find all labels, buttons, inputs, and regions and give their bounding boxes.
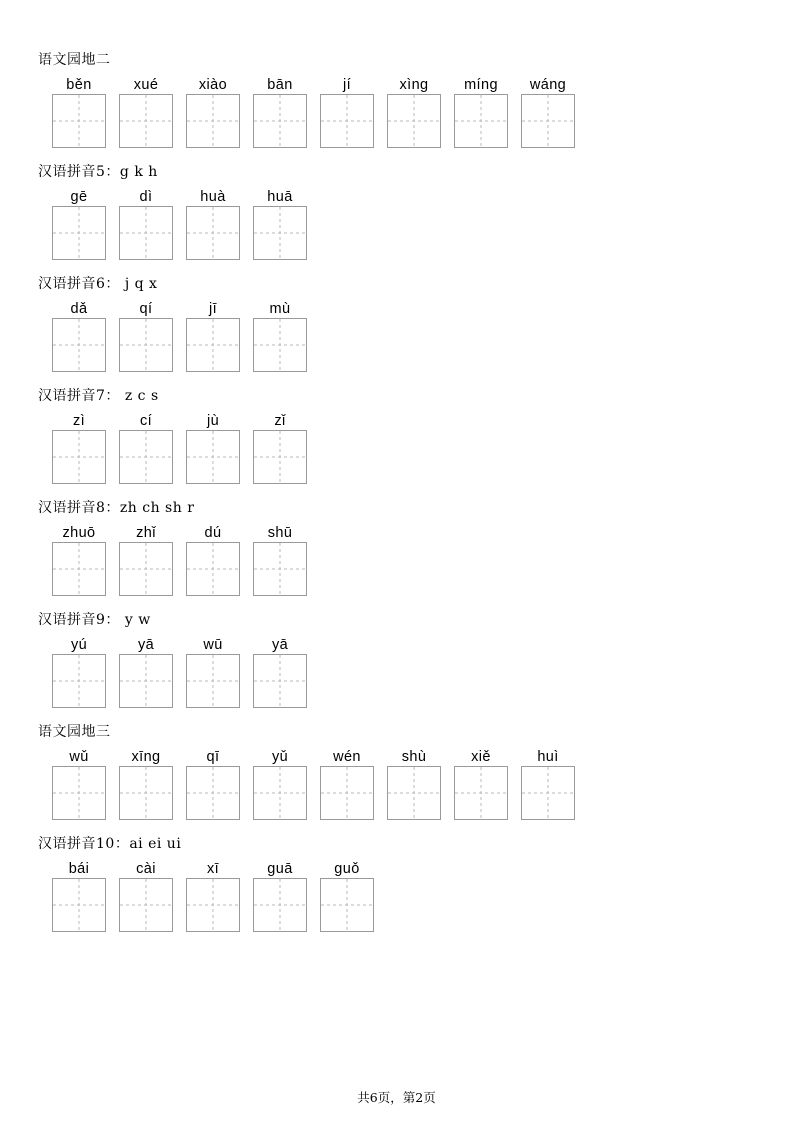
tianzige-box[interactable] [454, 766, 508, 820]
write-cell-group[interactable] [381, 74, 447, 148]
pinyin-label: yǔ [271, 749, 289, 765]
pinyin-label: cí [139, 413, 153, 429]
pinyin-label: yā [137, 637, 155, 653]
tianzige-box[interactable] [52, 654, 106, 708]
tianzige-box[interactable] [253, 766, 307, 820]
tianzige-box[interactable] [320, 766, 374, 820]
tianzige-box[interactable] [320, 878, 374, 932]
character-row [38, 410, 753, 484]
write-cell-group[interactable] [247, 746, 313, 820]
character-row [38, 858, 753, 932]
pinyin-label: jù [206, 413, 220, 429]
pinyin-label: bái [68, 861, 90, 877]
tianzige-box[interactable] [186, 542, 240, 596]
write-cell-group[interactable] [180, 522, 246, 596]
pinyin-label: qī [206, 749, 220, 765]
write-cell-group[interactable] [46, 858, 112, 932]
character-row [38, 186, 753, 260]
section-title: 语文园地二 [38, 52, 111, 68]
character-row [38, 298, 753, 372]
tianzige-box[interactable] [253, 318, 307, 372]
pinyin-label: jī [208, 301, 218, 317]
write-cell-group[interactable] [180, 410, 246, 484]
tianzige-box[interactable] [186, 766, 240, 820]
tianzige-box[interactable] [52, 94, 106, 148]
tianzige-box[interactable] [387, 766, 441, 820]
section-yuwenyuandi-san [38, 722, 753, 820]
write-cell-group[interactable] [247, 522, 313, 596]
tianzige-box[interactable] [253, 654, 307, 708]
tianzige-box[interactable] [119, 206, 173, 260]
write-cell-group[interactable] [180, 186, 246, 260]
tianzige-box[interactable] [253, 878, 307, 932]
pinyin-label: gē [70, 189, 88, 205]
tianzige-box[interactable] [52, 766, 106, 820]
pinyin-label: dǎ [70, 301, 88, 317]
pinyin-label: guā [267, 861, 293, 877]
pinyin-label: dú [204, 525, 222, 541]
tianzige-box[interactable] [186, 878, 240, 932]
write-cell-group[interactable] [113, 522, 179, 596]
pinyin-label: mù [269, 301, 291, 317]
section-pinyin-9 [38, 610, 753, 708]
pinyin-label: xiě [471, 749, 491, 765]
section-title: 汉语拼音10：ai ei ui [38, 836, 182, 852]
pinyin-label: xiào [198, 77, 228, 93]
write-cell-group[interactable] [515, 74, 581, 148]
write-cell-group[interactable] [46, 186, 112, 260]
tianzige-box[interactable] [52, 318, 106, 372]
write-cell-group[interactable] [46, 410, 112, 484]
write-cell-group[interactable] [180, 74, 246, 148]
tianzige-box[interactable] [119, 430, 173, 484]
tianzige-box[interactable] [119, 542, 173, 596]
pinyin-label: zì [72, 413, 86, 429]
pinyin-label: wén [333, 749, 361, 765]
section-pinyin-7 [38, 386, 753, 484]
character-row [38, 74, 753, 148]
character-row [38, 634, 753, 708]
pinyin-label: bān [267, 77, 293, 93]
tianzige-box[interactable] [119, 94, 173, 148]
write-cell-group[interactable] [448, 74, 514, 148]
tianzige-box[interactable] [320, 94, 374, 148]
section-title: 语文园地三 [38, 724, 111, 740]
pinyin-label: cài [136, 861, 156, 877]
tianzige-box[interactable] [521, 766, 575, 820]
write-cell-group[interactable] [46, 634, 112, 708]
write-cell-group[interactable] [46, 746, 112, 820]
write-cell-group[interactable] [113, 634, 179, 708]
tianzige-box[interactable] [52, 878, 106, 932]
tianzige-box[interactable] [186, 654, 240, 708]
write-cell-group[interactable] [314, 74, 380, 148]
tianzige-box[interactable] [186, 318, 240, 372]
pinyin-label: shū [267, 525, 293, 541]
section-title: 汉语拼音9： y w [38, 612, 151, 628]
tianzige-box[interactable] [253, 542, 307, 596]
tianzige-box[interactable] [52, 206, 106, 260]
tianzige-box[interactable] [521, 94, 575, 148]
pinyin-label: yā [271, 637, 289, 653]
section-title: 汉语拼音7： z c s [38, 388, 159, 404]
pinyin-label: zǐ [274, 413, 286, 429]
tianzige-box[interactable] [119, 654, 173, 708]
write-cell-group[interactable] [113, 74, 179, 148]
tianzige-box[interactable] [253, 430, 307, 484]
tianzige-box[interactable] [52, 542, 106, 596]
write-cell-group[interactable] [113, 298, 179, 372]
write-cell-group[interactable] [46, 74, 112, 148]
section-pinyin-5 [38, 162, 753, 260]
section-pinyin-8 [38, 498, 753, 596]
tianzige-box[interactable] [253, 206, 307, 260]
write-cell-group[interactable] [247, 634, 313, 708]
write-cell-group[interactable] [113, 410, 179, 484]
write-cell-group[interactable] [247, 858, 313, 932]
write-cell-group[interactable] [247, 410, 313, 484]
tianzige-box[interactable] [119, 766, 173, 820]
write-cell-group[interactable] [314, 746, 380, 820]
write-cell-group[interactable] [180, 298, 246, 372]
write-cell-group[interactable] [46, 298, 112, 372]
pinyin-label: běn [66, 77, 92, 93]
write-cell-group[interactable] [448, 746, 514, 820]
character-row [38, 522, 753, 596]
section-pinyin-10 [38, 834, 753, 932]
write-cell-group[interactable] [247, 298, 313, 372]
pinyin-label: huà [200, 189, 226, 205]
tianzige-box[interactable] [186, 94, 240, 148]
tianzige-box[interactable] [454, 94, 508, 148]
page-footer: 共6页，第2页 [357, 1090, 436, 1105]
pinyin-label: wáng [529, 77, 567, 93]
section-title: 汉语拼音5：g k h [38, 164, 158, 180]
pinyin-label: wǔ [69, 749, 89, 765]
write-cell-group[interactable] [314, 858, 380, 932]
pinyin-label: huì [537, 749, 559, 765]
write-cell-group[interactable] [180, 634, 246, 708]
pinyin-label: jí [342, 77, 352, 93]
write-cell-group[interactable] [180, 746, 246, 820]
write-cell-group[interactable] [180, 858, 246, 932]
pinyin-label: míng [464, 77, 498, 93]
pinyin-label: qí [139, 301, 153, 317]
pinyin-label: guǒ [334, 861, 360, 877]
pinyin-label: dì [139, 189, 153, 205]
section-title: 汉语拼音6： j q x [38, 276, 158, 292]
write-cell-group[interactable] [113, 858, 179, 932]
write-cell-group[interactable] [515, 746, 581, 820]
tianzige-box[interactable] [387, 94, 441, 148]
section-yuwenyuandi-er [38, 50, 753, 148]
pinyin-label: xīng [131, 749, 161, 765]
pinyin-label: huā [267, 189, 293, 205]
tianzige-box[interactable] [119, 318, 173, 372]
tianzige-box[interactable] [186, 430, 240, 484]
pinyin-label: zhuō [62, 525, 96, 541]
write-cell-group[interactable] [247, 186, 313, 260]
pinyin-label: xìng [399, 77, 429, 93]
section-pinyin-6 [38, 274, 753, 372]
write-cell-group[interactable] [381, 746, 447, 820]
tianzige-box[interactable] [52, 430, 106, 484]
write-cell-group[interactable] [247, 74, 313, 148]
write-cell-group[interactable] [113, 746, 179, 820]
pinyin-label: xué [133, 77, 159, 93]
tianzige-box[interactable] [253, 94, 307, 148]
pinyin-label: zhǐ [136, 525, 156, 541]
write-cell-group[interactable] [46, 522, 112, 596]
write-cell-group[interactable] [113, 186, 179, 260]
section-title: 汉语拼音8：zh ch sh r [38, 500, 195, 516]
pinyin-label: yú [70, 637, 88, 653]
pinyin-label: shù [401, 749, 427, 765]
tianzige-box[interactable] [186, 206, 240, 260]
character-row [38, 746, 753, 820]
pinyin-label: wū [203, 637, 223, 653]
tianzige-box[interactable] [119, 878, 173, 932]
pinyin-label: xī [206, 861, 220, 877]
